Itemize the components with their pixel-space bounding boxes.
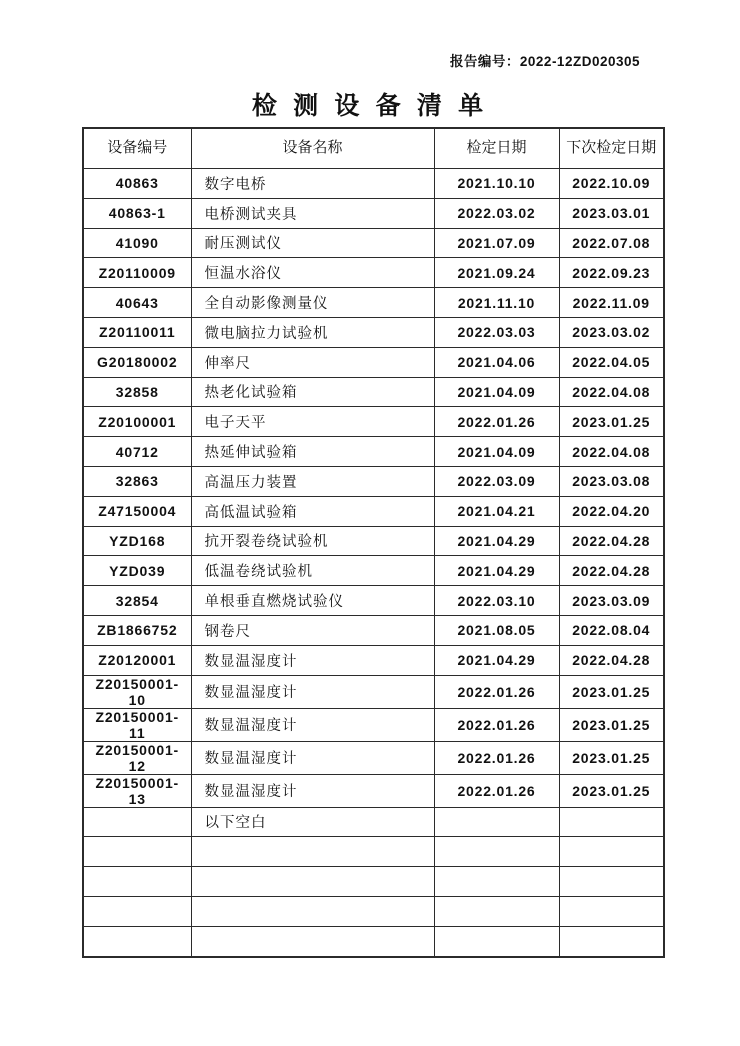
table-row [83, 466, 664, 496]
cell-next-calibration-date: 2022.09.23 [559, 258, 664, 288]
cell-next-calibration-date [559, 867, 664, 897]
cell-device-id: Z20150001-12 [83, 741, 191, 774]
cell-next-calibration-date [559, 896, 664, 926]
cell-next-calibration-date: 2023.03.08 [559, 466, 664, 496]
table-row [83, 437, 664, 467]
cell-device-id: 40712 [83, 437, 191, 467]
cell-device-name: 抗开裂卷绕试验机 [191, 526, 434, 556]
cell-calibration-date [434, 896, 559, 926]
col-header-calibration-date: 检定日期 [434, 128, 559, 169]
cell-calibration-date: 2021.04.09 [434, 377, 559, 407]
cell-next-calibration-date: 2022.04.28 [559, 556, 664, 586]
table-header-row [83, 128, 664, 169]
cell-device-name [191, 926, 434, 956]
cell-device-name: 微电脑拉力试验机 [191, 317, 434, 347]
cell-device-name: 数显温湿度计 [191, 675, 434, 708]
cell-calibration-date: 2022.01.26 [434, 774, 559, 807]
cell-next-calibration-date: 2022.04.28 [559, 645, 664, 675]
table-row [83, 228, 664, 258]
col-header-device-name: 设备名称 [191, 128, 434, 169]
table-row [83, 556, 664, 586]
cell-device-id: Z20100001 [83, 407, 191, 437]
cell-device-name: 伸率尺 [191, 347, 434, 377]
cell-next-calibration-date: 2022.04.28 [559, 526, 664, 556]
table-row [83, 807, 664, 837]
cell-device-id: 40643 [83, 288, 191, 318]
cell-calibration-date: 2021.04.29 [434, 645, 559, 675]
page-title: 检 测 设 备 清 单 [251, 93, 489, 120]
table-row [83, 258, 664, 288]
cell-next-calibration-date: 2022.07.08 [559, 228, 664, 258]
cell-device-id [83, 896, 191, 926]
cell-device-id [83, 926, 191, 956]
cell-next-calibration-date: 2023.03.09 [559, 586, 664, 616]
cell-device-name: 电桥测试夹具 [191, 198, 434, 228]
cell-device-id: 40863 [83, 169, 191, 199]
cell-next-calibration-date: 2023.03.02 [559, 317, 664, 347]
equipment-table [82, 127, 665, 958]
cell-device-name: 低温卷绕试验机 [191, 556, 434, 586]
cell-calibration-date [434, 837, 559, 867]
cell-device-id: 41090 [83, 228, 191, 258]
cell-calibration-date: 2022.03.03 [434, 317, 559, 347]
cell-device-id: Z20120001 [83, 645, 191, 675]
cell-calibration-date: 2021.04.21 [434, 496, 559, 526]
cell-calibration-date: 2022.03.02 [434, 198, 559, 228]
cell-device-id: 32854 [83, 586, 191, 616]
cell-device-name: 高温压力装置 [191, 466, 434, 496]
cell-device-id: 40863-1 [83, 198, 191, 228]
cell-device-id: Z20150001-13 [83, 774, 191, 807]
table-row [83, 675, 664, 708]
cell-device-name [191, 896, 434, 926]
cell-device-id: 32858 [83, 377, 191, 407]
cell-device-name: 恒温水浴仪 [191, 258, 434, 288]
cell-device-name: 以下空白 [191, 807, 434, 837]
cell-device-name [191, 867, 434, 897]
cell-device-id [83, 807, 191, 837]
table-row [83, 867, 664, 897]
table-row [83, 837, 664, 867]
cell-calibration-date [434, 926, 559, 956]
cell-device-id: Z20150001-11 [83, 708, 191, 741]
cell-next-calibration-date: 2022.04.08 [559, 437, 664, 467]
table-row [83, 926, 664, 956]
equipment-table-body [83, 169, 664, 957]
cell-calibration-date [434, 867, 559, 897]
cell-next-calibration-date: 2023.03.01 [559, 198, 664, 228]
cell-device-name: 数显温湿度计 [191, 645, 434, 675]
report-number: 报告编号：2022-12ZD020305 [449, 54, 640, 69]
cell-device-id [83, 837, 191, 867]
cell-next-calibration-date: 2023.01.25 [559, 708, 664, 741]
cell-next-calibration-date: 2022.08.04 [559, 615, 664, 645]
table-row [83, 288, 664, 318]
cell-device-id: Z20150001-10 [83, 675, 191, 708]
cell-next-calibration-date: 2023.01.25 [559, 774, 664, 807]
cell-device-name [191, 837, 434, 867]
cell-calibration-date: 2021.10.10 [434, 169, 559, 199]
table-row [83, 198, 664, 228]
table-row [83, 645, 664, 675]
cell-device-id: YZD168 [83, 526, 191, 556]
cell-next-calibration-date: 2022.04.08 [559, 377, 664, 407]
cell-calibration-date [434, 807, 559, 837]
cell-calibration-date: 2022.03.10 [434, 586, 559, 616]
table-row [83, 169, 664, 199]
cell-device-name: 数字电桥 [191, 169, 434, 199]
cell-device-id [83, 867, 191, 897]
cell-calibration-date: 2022.01.26 [434, 708, 559, 741]
cell-calibration-date: 2022.03.09 [434, 466, 559, 496]
cell-next-calibration-date: 2023.01.25 [559, 741, 664, 774]
cell-device-name: 单根垂直燃烧试验仪 [191, 586, 434, 616]
cell-calibration-date: 2021.04.06 [434, 347, 559, 377]
cell-device-id: 32863 [83, 466, 191, 496]
cell-device-id: Z47150004 [83, 496, 191, 526]
cell-calibration-date: 2022.01.26 [434, 675, 559, 708]
cell-calibration-date: 2022.01.26 [434, 407, 559, 437]
cell-next-calibration-date [559, 807, 664, 837]
cell-next-calibration-date: 2023.01.25 [559, 407, 664, 437]
cell-calibration-date: 2021.11.10 [434, 288, 559, 318]
cell-next-calibration-date: 2022.04.20 [559, 496, 664, 526]
cell-next-calibration-date: 2022.10.09 [559, 169, 664, 199]
cell-device-id: Z20110009 [83, 258, 191, 288]
cell-device-id: YZD039 [83, 556, 191, 586]
cell-device-id: G20180002 [83, 347, 191, 377]
cell-device-name: 耐压测试仪 [191, 228, 434, 258]
table-row [83, 741, 664, 774]
cell-next-calibration-date [559, 926, 664, 956]
cell-next-calibration-date: 2022.04.05 [559, 347, 664, 377]
table-row [83, 407, 664, 437]
cell-device-name: 钢卷尺 [191, 615, 434, 645]
table-row [83, 586, 664, 616]
table-row [83, 774, 664, 807]
cell-device-name: 数显温湿度计 [191, 774, 434, 807]
cell-next-calibration-date [559, 837, 664, 867]
table-row [83, 708, 664, 741]
cell-next-calibration-date: 2023.01.25 [559, 675, 664, 708]
cell-device-name: 高低温试验箱 [191, 496, 434, 526]
table-row [83, 896, 664, 926]
table-row [83, 526, 664, 556]
cell-device-name: 全自动影像测量仪 [191, 288, 434, 318]
cell-calibration-date: 2021.09.24 [434, 258, 559, 288]
table-row [83, 377, 664, 407]
cell-device-name: 数显温湿度计 [191, 708, 434, 741]
col-header-device-id: 设备编号 [83, 128, 191, 169]
table-row [83, 496, 664, 526]
col-header-next-calibration-date: 下次检定日期 [559, 128, 664, 169]
cell-calibration-date: 2021.08.05 [434, 615, 559, 645]
cell-calibration-date: 2022.01.26 [434, 741, 559, 774]
cell-calibration-date: 2021.04.09 [434, 437, 559, 467]
table-row [83, 317, 664, 347]
cell-device-id: Z20110011 [83, 317, 191, 347]
cell-device-name: 电子天平 [191, 407, 434, 437]
cell-device-id: ZB1866752 [83, 615, 191, 645]
cell-calibration-date: 2021.04.29 [434, 526, 559, 556]
cell-device-name: 热延伸试验箱 [191, 437, 434, 467]
cell-device-name: 热老化试验箱 [191, 377, 434, 407]
cell-calibration-date: 2021.07.09 [434, 228, 559, 258]
table-row [83, 347, 664, 377]
cell-device-name: 数显温湿度计 [191, 741, 434, 774]
cell-calibration-date: 2021.04.29 [434, 556, 559, 586]
table-row [83, 615, 664, 645]
cell-next-calibration-date: 2022.11.09 [559, 288, 664, 318]
